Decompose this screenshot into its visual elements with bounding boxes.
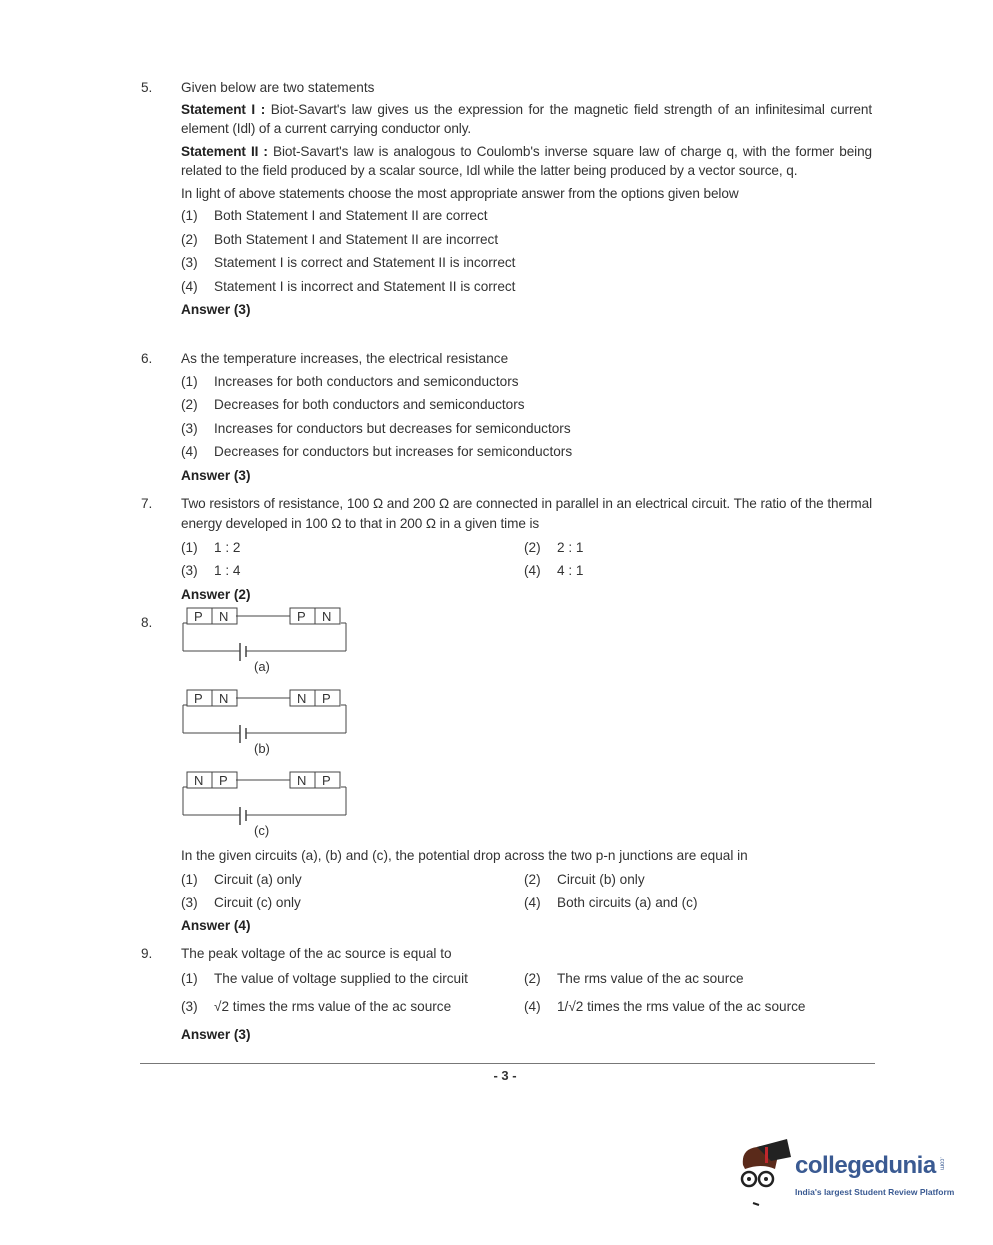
option-text: Circuit (c) only <box>214 895 301 910</box>
option-number: (4) <box>524 999 541 1014</box>
option-text: Decreases for conductors but increases for semiconductors <box>214 444 573 459</box>
option-number: (4) <box>524 563 541 578</box>
answer: Answer (2) <box>181 587 251 602</box>
answer: Answer (3) <box>181 468 251 483</box>
option-text: Both Statement I and Statement II are incorrect <box>214 231 499 247</box>
brand-row <box>795 1151 945 1181</box>
statement-label: Statement II : <box>181 144 268 159</box>
option-text: Statement I is incorrect and Statement II is correct <box>214 278 516 294</box>
question-number: 9. <box>141 946 153 961</box>
option-text: Circuit (a) only <box>214 872 302 887</box>
option-text: The rms value of the ac source <box>557 971 744 986</box>
option-text: Increases for conductors but decreases for semiconductors <box>214 421 571 436</box>
option-number: (3) <box>181 999 198 1014</box>
option-number: (2) <box>524 971 541 986</box>
statement-label: Statement I : <box>181 102 266 117</box>
junction-label: N <box>219 609 229 624</box>
option <box>181 231 872 248</box>
question-number: 7. <box>141 496 153 511</box>
junction-label: P <box>194 691 203 706</box>
option-text: 4 : 1 <box>557 563 584 578</box>
question-number: 6. <box>141 351 153 366</box>
option-number: (3) <box>181 563 198 578</box>
question-text: In the given circuits (a), (b) and (c), the potential drop across the two p-n junctions are equal in <box>181 848 748 863</box>
option-text: The value of voltage supplied to the circuit <box>214 971 468 986</box>
page-number: - 3 - <box>493 1068 517 1083</box>
junction-label: N <box>297 773 307 788</box>
option-number: (1) <box>181 540 198 555</box>
statement-text: Biot-Savart's law gives us the expression for the magnetic field strength of an infinitesimal current element (Idl) of a current carrying conductor only. <box>181 102 872 136</box>
option-text: 1 : 2 <box>214 540 241 555</box>
question-text: The peak voltage of the ac source is equal to <box>181 946 452 961</box>
circuit-label: (a) <box>254 659 270 674</box>
option-text: √2 times the rms value of the ac source <box>214 999 452 1014</box>
question-number: 5. <box>141 80 153 95</box>
question-number: 8. <box>141 615 153 630</box>
junction-label: N <box>219 691 229 706</box>
question-text: Two resistors of resistance, 100 Ω and 200 Ω are connected in parallel in an electrical circuit. The ratio of the thermal energy developed in 100 Ω to that in 200 Ω in a given time is <box>181 496 872 531</box>
brand-tagline: India's largest Student Review Platform <box>795 1187 955 1197</box>
circuit-label: (b) <box>254 741 270 756</box>
option-number: (1) <box>181 374 198 389</box>
option <box>181 254 872 271</box>
statement-text: Biot-Savart's law is analogous to Coulomb's inverse square law of charge q, with the former being related to the field produced by a scalar source, Idl while the latter being produced by a vector source, q. <box>181 144 872 178</box>
option <box>181 278 872 295</box>
option-text: Decreases for both conductors and semiconductors <box>214 397 525 412</box>
statement-1 <box>181 100 872 138</box>
option-number: (4) <box>181 444 198 459</box>
option-text: 2 : 1 <box>557 540 584 555</box>
question-text: As the temperature increases, the electrical resistance <box>181 351 509 366</box>
option-text: Both Statement I and Statement II are correct <box>214 208 488 223</box>
pn-junction-circuits-figure <box>175 605 365 845</box>
option-number: (4) <box>181 278 198 294</box>
mascot-icon <box>735 1135 795 1210</box>
option-number: (2) <box>181 231 198 247</box>
junction-label: P <box>322 691 331 706</box>
circuit-label: (c) <box>254 823 270 838</box>
option <box>181 207 872 224</box>
junction-label: N <box>322 609 332 624</box>
question-text: Given below are two statements <box>181 80 375 95</box>
option-text: Circuit (b) only <box>557 872 645 887</box>
option-number: (2) <box>524 872 541 887</box>
option-number: (4) <box>524 895 541 910</box>
junction-label: N <box>194 773 204 788</box>
option-number: (1) <box>181 872 198 887</box>
brand-name: collegedunia <box>795 1152 936 1179</box>
answer: Answer (3) <box>181 302 251 317</box>
question-5-body <box>181 100 872 340</box>
option-number: (3) <box>181 255 198 270</box>
question-prompt: In light of above statements choose the most appropriate answer from the options given below <box>181 186 739 201</box>
option-text: Increases for both conductors and semiconductors <box>214 374 519 389</box>
option-text: Both circuits (a) and (c) <box>557 895 698 910</box>
option-number: (3) <box>181 421 198 436</box>
answer: Answer (4) <box>181 918 251 933</box>
option-number: (1) <box>181 971 198 986</box>
collegedunia-logo <box>735 1135 975 1215</box>
option-number: (2) <box>524 540 541 555</box>
option-number: (1) <box>181 208 198 223</box>
option-number: (3) <box>181 895 198 910</box>
option-text: 1/√2 times the rms value of the ac source <box>557 999 806 1014</box>
brand-domain: .com <box>938 1157 945 1171</box>
statement-2 <box>181 142 872 180</box>
option-text: Statement I is correct and Statement II is incorrect <box>214 255 516 270</box>
junction-label: P <box>194 609 203 624</box>
option-text: 1 : 4 <box>214 563 241 578</box>
junction-label: P <box>322 773 331 788</box>
junction-label: N <box>297 691 307 706</box>
junction-label: P <box>297 609 306 624</box>
option-number: (2) <box>181 397 198 412</box>
junction-label: P <box>219 773 228 788</box>
footer-divider <box>140 1063 875 1064</box>
answer: Answer (3) <box>181 1027 251 1042</box>
